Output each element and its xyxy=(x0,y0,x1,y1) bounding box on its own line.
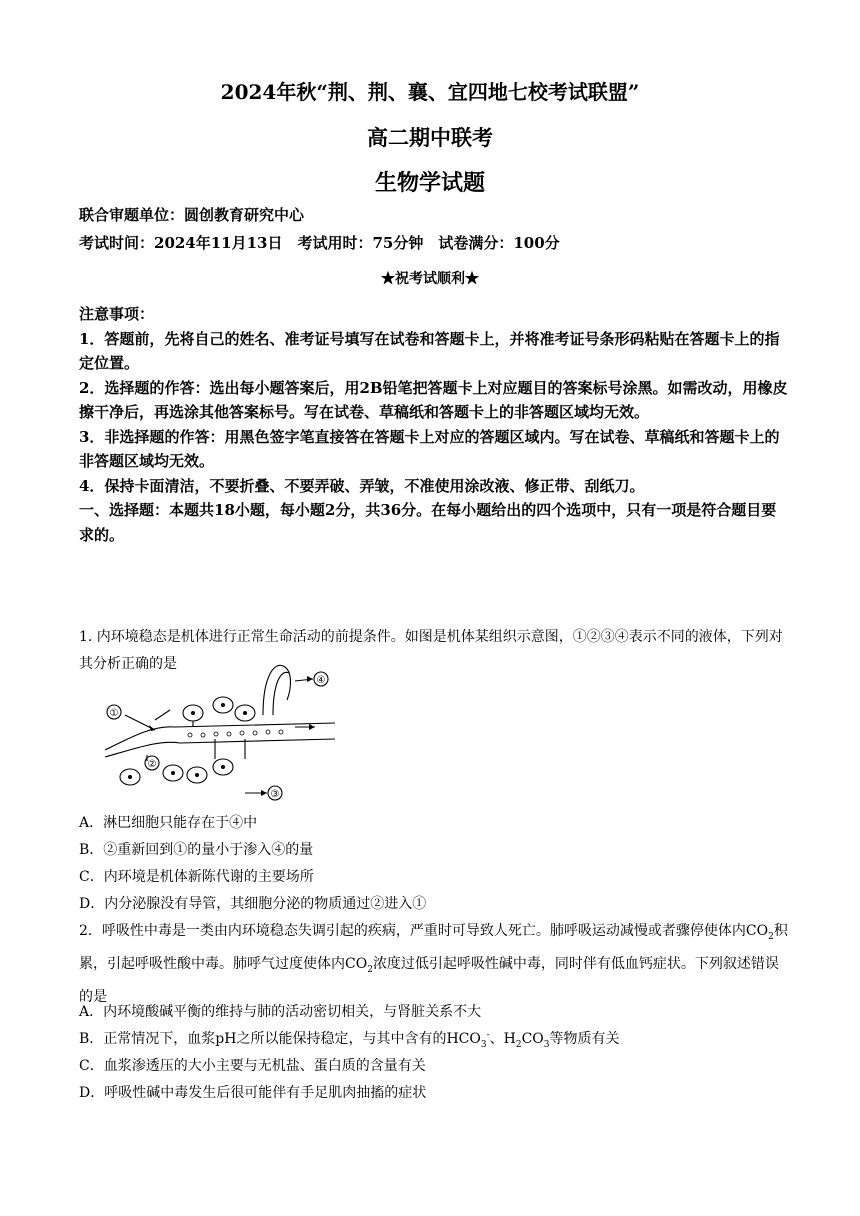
review-unit: 联合审题单位：圆创教育研究中心 xyxy=(79,206,305,224)
question-2-stem: 2．呼吸性中毒是一类由内环境稳态失调引起的疾病，严重时可导致人死亡。肺呼吸运动减慢或者骤停使体内$CO_2$积累，引起呼吸性酸中毒。肺呼气过度使体内$CO_2$浓度过低引起呼吸性碱中毒，同时伴有低血钙症状。下列叙述错误的是 xyxy=(79,923,788,1005)
q2-option-c: C．血浆渗透压的大小主要与无机盐、蛋白质的含量有关 xyxy=(79,1058,426,1074)
blood-cells xyxy=(188,730,283,737)
exam-title: 2024年秋“荆、荆、襄、宜四地七校考试联盟” xyxy=(220,80,640,104)
notice-item: 1．答题前，先将自己的姓名、准考证号填写在试卷和答题卡上，并将准考证号条形码粘贴在答题卡上的指定位置。 xyxy=(79,329,780,372)
q2-option-a: A．内环境酸碱平衡的维持与肺的活动密切相关，与肾脏关系不大 xyxy=(79,1004,482,1020)
label-1: ① xyxy=(109,708,119,719)
tissue-diagram xyxy=(95,655,340,803)
capillary-bottom-wall xyxy=(105,739,335,757)
good-luck-line: ★祝考试顺利★ xyxy=(381,271,479,287)
notice-section xyxy=(79,302,789,547)
subject-title: 生物学试题 xyxy=(374,170,485,196)
question-1-stem: 1. 内环境稳态是机体进行正常生命活动的前提条件。如图是机体某组织示意图，①②③④表示不同的液体，下列对其分析正确的是 xyxy=(79,629,783,672)
notice-item: 2．选择题的作答：选出每小题答案后，用2B铅笔把答题卡上对应题目的答案标号涂黑。如需改动，用橡皮擦干净后，再选涂其他答案标号。写在试卷、草稿纸和答题卡上的非答题区域均无效。 xyxy=(79,378,788,421)
exam-subtitle: 高二期中联考 xyxy=(367,125,493,150)
notice-item: 3．非选择题的作答：用黑色签字笔直接答在答题卡上对应的答题区域内。写在试卷、草稿纸和答题卡上的非答题区域均无效。 xyxy=(79,427,780,470)
q2-option-d: D．呼吸性碱中毒发生后很可能伴有手足肌肉抽搐的症状 xyxy=(79,1085,427,1101)
notice-heading: 注意事项： xyxy=(79,305,155,323)
q1-option-d: D．内分泌腺没有导管，其细胞分泌的物质通过②进入① xyxy=(79,896,427,912)
exam-time-info: 考试时间：2024年11月13日 考试用时：75分钟 试卷满分：100分 xyxy=(79,234,560,252)
q2-option-b: B．正常情况下，血浆pH之所以能保持稳定，与其中含有的$HCO_3^-$、$H_2CO_3$等物质有关 xyxy=(79,1030,620,1050)
label-2: ② xyxy=(147,759,157,770)
q1-option-a: A．淋巴细胞只能存在于④中 xyxy=(79,815,258,831)
label-4: ④ xyxy=(316,675,326,686)
notice-item: 4．保持卡面清洁，不要折叠、不要弄破、弄皱，不准使用涂改液、修正带、刮纸刀。 xyxy=(79,476,645,495)
section-heading: 一、选择题：本题共18小题，每小题2分，共36分。在每小题给出的四个选项中，只有一项是符合题目要求的。 xyxy=(79,501,777,544)
q1-option-c: C．内环境是机体新陈代谢的主要场所 xyxy=(79,869,314,885)
q1-option-b: B．②重新回到①的量小于渗入④的量 xyxy=(79,842,314,858)
label-3: ③ xyxy=(270,789,280,800)
